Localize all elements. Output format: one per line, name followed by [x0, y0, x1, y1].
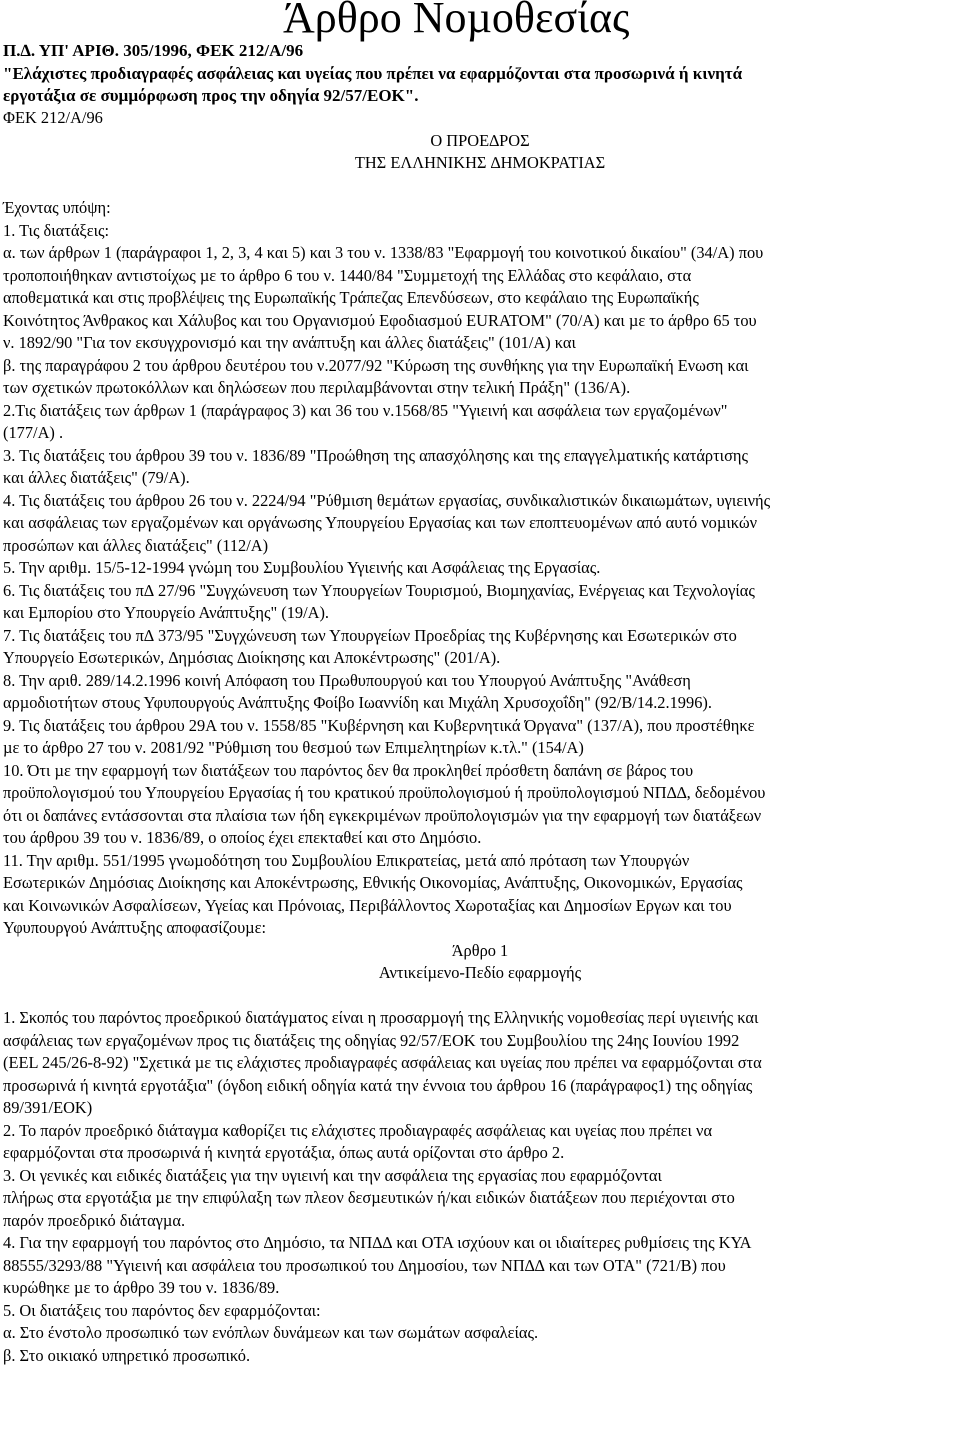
text-line: Εσωτερικών ∆ηµόσιας ∆ιοίκησης και Αποκέντρωσης, Εθνικής Οικονοµίας, Ανάπτυξης, Οικονοµικών, Εργασίας [3, 873, 743, 892]
gazette-reference: ΦΕΚ 212/Α/96 [3, 108, 103, 127]
text-line: και Εµπορίου στο Υπουργείο Ανάπτυξης" (19/Α). [3, 603, 330, 622]
text-line: κυρώθηκε µε το άρθρο 39 του ν. 1836/89. [3, 1278, 280, 1297]
text-line: 5. Οι διατάξεις του παρόντος δεν εφαρµόζονται: [3, 1300, 321, 1320]
text-line: 9. Τις διατάξεις του άρθρου 29Α του ν. 1558/85 "Κυβέρνηση και Κυβερνητικά Όργανα" (137/Α), που προστέθηκε [3, 715, 755, 735]
text-line: µε το άρθρο 27 του ν. 2081/92 "Ρύθµιση του θεσµού των Επιµελητηρίων κ.τλ." (154/Α) [3, 738, 584, 757]
text-line: (177/Α) . [3, 423, 64, 442]
article-subheading: Αντικείµενο-Πεδίο εφαρµογής [378, 963, 582, 982]
text-line: 1. Σκοπός του παρόντος προεδρικού διατάγµατος είναι η προσαρµογή της Ελληνικής νοµοθεσίας περί υγιεινής και [3, 1008, 759, 1027]
text-line: παρόν προεδρικό διάταγµα. [3, 1210, 186, 1230]
text-line: 89/391/ΕΟΚ) [3, 1098, 93, 1117]
text-line: 11. Την αριθµ. 551/1995 γνωµοδότηση του Συµβουλίου Επικρατείας, µετά από πρόταση των Υπουργών [3, 850, 690, 870]
blank-line [3, 985, 957, 1008]
text-line: και ασφάλειας των εργαζοµένων και οργάνωσης Υπουργείου Εργασίας και των εποπτευοµένων από αυτό νοµικών [3, 513, 758, 532]
text-line: Κοινότητος Άνθρακος και Χάλυβος και του Οργανισµού Εφοδιασµού EURATOM" (70/Α) και µε το άρθρο 65 του [3, 310, 757, 330]
page-banner-title: Άρθρο Νοµοθεσίας [283, 0, 630, 42]
text-line: τροποποιήθηκαν αντιστοίχως µε το άρθρο 6 του ν. 1440/84 "Συµµετοχή της Ελλάδας στο κεφάλαιο, στα [3, 265, 692, 285]
text-line: 6. Τις διατάξεις του π∆ 27/96 "Συγχώνευση των Υπουργείων Τουρισµού, Βιοµηχανίας, Ενέργειας και Τεχνολογίας [3, 580, 755, 600]
text-line: προσωρινά ή κινητά εργοτάξια" (όγδοη ειδική οδηγία κατά την έννοια του άρθρου 16 (παράγραφος1) της οδηγίας [3, 1075, 753, 1095]
heading-republic: ΤΗΣ ΕΛΛΗΝΙΚΗΣ ∆ΗΜΟΚΡΑΤΙΑΣ [354, 153, 606, 172]
text-line: α. των άρθρων 1 (παράγραφοι 1, 2, 3, 4 και 5) και 3 του ν. 1338/83 "Εφαρµογή του κοινοτικού δικαίου" (34/Α) που [3, 243, 764, 262]
text-line: β. της παραγράφου 2 του άρθρου δευτέρου του ν.2077/92 "Κύρωση της συνθήκης για την Ευρωπαϊκή Ενωση και [3, 355, 749, 375]
text-line: Υφυπουργού Ανάπτυξης αποφασίζουµε: [3, 918, 267, 937]
text-line: 3. Τις διατάξεις του άρθρου 39 του ν. 1836/89 "Προώθηση της απασχόλησης και της επαγγελµατικής κατάρτισης [3, 445, 748, 465]
text-line: α. Στο ένστολο προσωπικό των ενόπλων δυνάµεων και των σωµάτων ασφαλείας. [3, 1323, 539, 1342]
text-line: ν. 1892/90 "Για τον εκσυγχρονισµό και την ανάπτυξη και άλλες διατάξεις" (101/Α) και [3, 333, 576, 352]
text-line: 88555/3293/88 "Υγιεινή και ασφάλεια του προσωπικού του ∆ηµοσίου, των ΝΠ∆∆ και των ΟΤΑ" (721/Β) που [3, 1255, 726, 1275]
preamble-intro: Έχοντας υπόψη: [3, 198, 111, 217]
decree-reference: Π.∆. ΥΠ' ΑΡΙΘ. 305/1996, ΦΕΚ 212/Α/96 [3, 41, 304, 60]
decree-title-line: "Ελάχιστες προδιαγραφές ασφάλειας και υγείας που πρέπει να εφαρµόζονται στα προσωρινά ή κινητά [3, 63, 743, 83]
text-line: ασφάλειας των εργαζοµένων προς τις διατάξεις της οδηγίας 92/57/ΕΟΚ του Συµβουλίου της 24ης Ιουνίου 1992 [3, 1030, 740, 1050]
article-heading: Άρθρο 1 [451, 940, 509, 960]
text-line: β. Στο οικιακό υπηρετικό προσωπικό. [3, 1345, 251, 1365]
text-line: 7. Τις διατάξεις του π∆ 373/95 "Συγχώνευση των Υπουργείων Προεδρίας της Κυβέρνησης και Εσωτερικών στο [3, 625, 737, 645]
document-body [3, 107, 957, 1367]
text-line: και άλλες διατάξεις" (79/Α). [3, 468, 190, 487]
text-line: 2. Το παρόν προεδρικό διάταγµα καθορίζει τις ελάχιστες προδιαγραφές ασφάλειας και υγείας που πρέπει να [3, 1120, 713, 1140]
text-line: προϋπολογισµού του Υπουργείου Εργασίας ή του κρατικού προϋπολογισµού ή προϋπολογισµού ΝΠ∆∆, δεδοµένου [3, 783, 766, 802]
text-line: 10. Ότι µε την εφαρµογή των διατάξεων του παρόντος δεν θα προκληθεί πρόσθετη δαπάνη σε βάρος του [3, 760, 694, 780]
decree-title-line: εργοτάξια σε συµµόρφωση προς την οδηγία 92/57/ΕΟΚ". [3, 86, 419, 105]
text-line: 3. Οι γενικές και ειδικές διατάξεις για την υγιεινή και την ασφάλεια της εργασίας που εφαρµόζονται [3, 1165, 662, 1185]
text-line: και Κοινωνικών Ασφαλίσεων, Υγείας και Πρόνοιας, Περιβάλλοντος Χωροταξίας και ∆ηµοσίων Εργων και του [3, 895, 732, 915]
text-line: του άρθρου 39 του ν. 1836/89, ο οποίος έχει επεκταθεί και στο ∆ηµόσιο. [3, 828, 482, 847]
text-line: 8. Την αριθ. 289/14.2.1996 κοινή Απόφαση του Πρωθυπουργού και του Υπουργού Ανάπτυξης "Ανάθεση [3, 670, 691, 690]
text-line: 4. Για την εφαρµογή του παρόντος στο ∆ηµόσιο, τα ΝΠ∆∆ και ΟΤΑ ισχύουν και οι ιδιαίτερες ρυθµίσεις της ΚΥΑ [3, 1233, 752, 1252]
decree-header [3, 40, 957, 108]
text-line: 1. Τις διατάξεις: [3, 220, 110, 240]
text-line: ότι οι δαπάνες εντάσσονται στα πλαίσια των ήδη εγκεκριµένων προϋπολογισµών για την εφαρµογή των διατάξεων [3, 805, 762, 825]
text-line: 2.Τις διατάξεις των άρθρων 1 (παράγραφος 3) και 36 του ν.1568/85 "Υγιεινή και ασφάλεια των εργαζοµένων" [3, 400, 728, 420]
blank-line [3, 175, 957, 198]
text-line: 5. Την αριθµ. 15/5-12-1994 γνώµη του Συµβουλίου Υγιεινής και Ασφάλειας της Εργασίας. [3, 558, 601, 577]
heading-president: Ο ΠΡΟΕ∆ΡΟΣ [430, 130, 530, 150]
text-line: Υπουργείο Εσωτερικών, ∆ηµόσιας ∆ιοίκησης και Αποκέντρωσης" (201/Α). [3, 648, 501, 667]
text-line: 4. Τις διατάξεις του άρθρου 26 του ν. 2224/94 "Ρύθµιση θεµάτων εργασίας, συνδικαλιστικών δικαιωµάτων, υγιεινής [3, 490, 771, 510]
text-line: (EEL 245/26-8-92) "Σχετικά µε τις ελάχιστες προδιαγραφές ασφάλειας και υγείας που πρέπει να εφαρµόζονται στα [3, 1053, 762, 1072]
text-line: πλήρως στα εργοτάξια µε την επιφύλαξη των πλεον δεσµευτικών ή/και ειδικών διατάξεων που περιέχονται στο [3, 1188, 735, 1207]
text-line: των σχετικών πρωτοκόλλων και δηλώσεων που περιλαµβάνονται στην τελική Πράξη" (136/Α). [3, 378, 631, 397]
text-line: προσώπων και άλλες διατάξεις" (112/Α) [3, 535, 269, 555]
text-line: εφαρµόζονται στα προσωρινά ή κινητά εργοτάξια, όπως αυτά ορίζονται στο άρθρο 2. [3, 1143, 565, 1162]
text-line: αποθεµατικά και στις προβλέψεις της Ευρωπαϊκής Τράπεζας Επενδύσεων, στο κεφάλαιο της Ευρωπαϊκής [3, 288, 699, 307]
text-line: αρµοδιοτήτων στους Υφυπουργούς Ανάπτυξης Φοίβο Ιωαννίδη και Μιχάλη Χρυσοχοΐδη" (92/Β/14.2.1996). [3, 693, 712, 712]
